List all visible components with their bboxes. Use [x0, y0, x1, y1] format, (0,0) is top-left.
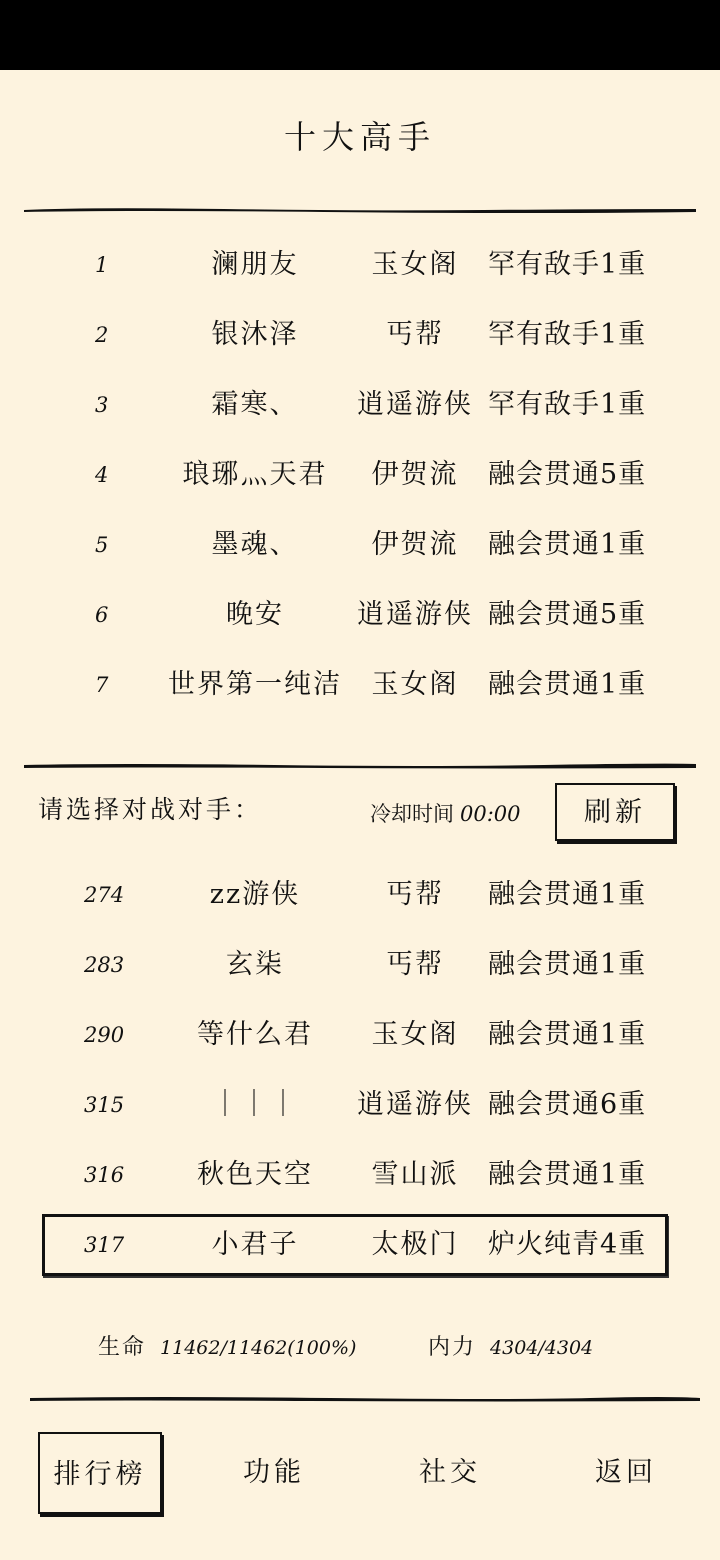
player-level: 融会贯通1重 [488, 1019, 647, 1050]
status-bar [0, 0, 720, 70]
nav-back-button[interactable]: 返回 [595, 1457, 657, 1488]
rank-number: 6 [95, 603, 109, 627]
player-name: 银沐泽 [211, 319, 299, 350]
divider-top [24, 206, 696, 214]
ranking-row [0, 580, 720, 650]
player-level: 融会贯通5重 [488, 459, 647, 490]
player-name: 玄柒 [226, 949, 284, 980]
player-level: 炉火纯青4重 [488, 1229, 647, 1260]
player-sect: 玉女阁 [371, 669, 459, 700]
hp-stat [98, 1330, 356, 1361]
player-sect: 伊贺流 [371, 529, 459, 560]
rank-number: 315 [84, 1093, 125, 1117]
player-name: 小君子 [211, 1229, 299, 1260]
ranking-row [0, 370, 720, 440]
mp-label: 内力 [428, 1335, 477, 1360]
player-name: 秋色天空 [197, 1159, 313, 1190]
rank-number: 2 [95, 323, 109, 347]
player-name: 晚安 [226, 599, 284, 630]
selected-opponent-highlight [42, 1214, 668, 1276]
ranking-row [0, 440, 720, 510]
cooldown-label: 冷却时间 [370, 802, 454, 826]
player-level: 融会贯通6重 [488, 1089, 647, 1120]
player-sect: 丐帮 [386, 879, 444, 910]
ranking-row [0, 300, 720, 370]
nav-ranking-tab[interactable]: 排行榜 [38, 1432, 162, 1514]
refresh-button[interactable]: 刷新 [555, 783, 675, 841]
player-name: 等什么君 [197, 1019, 313, 1050]
opponent-row[interactable] [0, 1070, 720, 1140]
hp-value: 11462/11462(100%) [160, 1337, 357, 1359]
top-ranking-list[interactable] [0, 230, 720, 740]
rank-number: 7 [95, 673, 109, 697]
rank-number: 283 [84, 953, 125, 977]
player-sect: 雪山派 [371, 1159, 459, 1190]
rank-number: 290 [84, 1023, 125, 1047]
player-level: 融会贯通1重 [488, 949, 647, 980]
cooldown-timer [370, 798, 521, 828]
player-level: 融会贯通5重 [488, 599, 647, 630]
player-name: 澜朋友 [211, 249, 299, 280]
player-sect: 逍遥游侠 [357, 1089, 473, 1120]
ranking-row [0, 650, 720, 720]
mp-stat [428, 1330, 593, 1361]
cooldown-value: 00:00 [460, 802, 521, 826]
mp-value: 4304/4304 [490, 1337, 594, 1359]
player-name: 霜寒、 [211, 389, 299, 420]
player-name: 世界第一纯洁 [168, 669, 342, 700]
select-opponent-prompt: 请选择对战对手： [38, 795, 263, 824]
rank-number: 317 [84, 1233, 125, 1257]
ranking-row [0, 230, 720, 300]
player-level: 融会贯通1重 [488, 879, 647, 910]
nav-function-tab[interactable]: 功能 [243, 1457, 305, 1488]
player-sect: 伊贺流 [371, 459, 459, 490]
player-level: 罕有敌手1重 [488, 249, 647, 280]
player-sect: 逍遥游侠 [357, 599, 473, 630]
player-name: ｜｜｜ [211, 1089, 299, 1120]
opponent-row[interactable] [0, 930, 720, 1000]
player-level: 融会贯通1重 [488, 669, 647, 700]
player-name: zz游侠 [209, 879, 301, 910]
player-level: 融会贯通1重 [488, 529, 647, 560]
player-name: 墨魂、 [211, 529, 299, 560]
rank-number: 3 [95, 393, 109, 417]
ranking-row [0, 510, 720, 580]
rank-number: 274 [84, 883, 125, 907]
player-sect: 逍遥游侠 [357, 389, 473, 420]
rank-number: 5 [95, 533, 109, 557]
opponent-row[interactable] [0, 1000, 720, 1070]
player-level: 融会贯通1重 [488, 1159, 647, 1190]
rank-number: 1 [95, 253, 109, 277]
player-sect: 玉女阁 [371, 249, 459, 280]
player-sect: 太极门 [371, 1229, 459, 1260]
opponent-row[interactable] [0, 1140, 720, 1210]
rank-number: 316 [84, 1163, 125, 1187]
player-sect: 玉女阁 [371, 1019, 459, 1050]
player-level: 罕有敌手1重 [488, 389, 647, 420]
player-name: 琅琊灬天君 [182, 459, 328, 490]
opponent-row[interactable] [0, 860, 720, 930]
page-title: 十大高手 [283, 118, 436, 156]
player-sect: 丐帮 [386, 949, 444, 980]
player-level: 罕有敌手1重 [488, 319, 647, 350]
rank-number: 4 [95, 463, 109, 487]
divider-bottom [30, 1395, 700, 1403]
nav-social-tab[interactable]: 社交 [419, 1457, 481, 1488]
player-sect: 丐帮 [386, 319, 444, 350]
divider-middle [24, 762, 696, 770]
hp-label: 生命 [98, 1335, 147, 1360]
